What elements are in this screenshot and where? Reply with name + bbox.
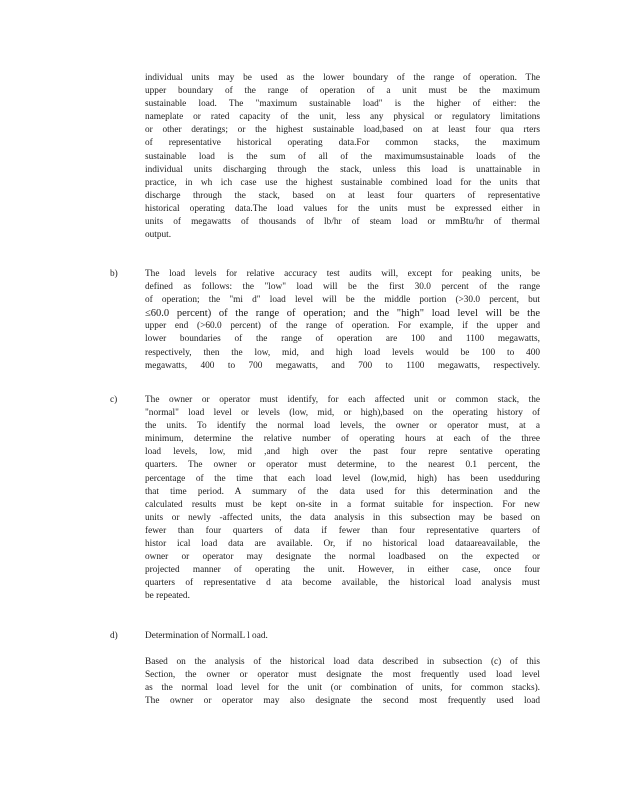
text-line: practice, in wh ich case use the highest sustainable combined load for the units that xyxy=(145,177,540,188)
text-line: output. xyxy=(145,230,172,241)
text-line: Section, the owner or operator must designate the most frequently used load level xyxy=(145,670,540,681)
text-line: defined as follows: the "low" load will be the first 30.0 percent of the range xyxy=(145,282,540,293)
text-line: nameplate or rated capacity of the unit, less any physical or regulatory limitations xyxy=(145,112,540,123)
text-line: percentage of the time that each load level (low,mid, high) has been usedduring xyxy=(145,473,540,484)
section-heading: Determination of NormalL l oad. xyxy=(145,631,268,641)
paragraph-d xyxy=(145,656,540,708)
text-line: load levels, low, mid ,and high over the past four repre sentative operating xyxy=(145,447,540,458)
text-line: ≤60.0 percent) of the range of operation; and the "high" load level will be the xyxy=(145,308,540,320)
text-line: quarters of representative d ata become available, the historical load analysis must xyxy=(145,578,540,589)
text-line: "normal" load level or levels (low, mid, or high),based on the operating history of xyxy=(145,408,540,419)
item-marker-b: b) xyxy=(110,269,118,279)
text-line: projected manner of operating the unit. However, in either case, once four xyxy=(145,565,540,576)
text-line: of operation; the "mi d" load level will be the middle portion (>30.0 percent, but xyxy=(145,295,540,306)
text-line: units or newly -affected units, the data analysis in this subsection may be based on xyxy=(145,512,540,523)
text-line: fewer than four quarters of data if fewer than four representative quarters of xyxy=(145,525,540,536)
text-line: individual units may be used as the lower boundary of the range of operation. The xyxy=(145,73,540,83)
text-line: or other deratings; or the highest sustainable load,based on at least four qua rters xyxy=(145,125,540,136)
text-line: discharge through the stack, based on at least four quarters of representative xyxy=(145,190,540,201)
text-line: respectively, then the low, mid, and high load levels would be 100 to 400 xyxy=(145,347,540,358)
text-line: sustainable load. The "maximum sustainable load" is the higher of either: the xyxy=(145,99,540,110)
text-line: minimum, determine the relative number of operating hours at each of the three xyxy=(145,434,540,445)
text-line: histor ical load data are available. Or, if no historical load dataareavailable, the xyxy=(145,539,540,550)
text-line: be repeated. xyxy=(145,591,190,602)
text-line: units of megawatts of thousands of lb/hr of steam load or mmBtu/hr of thermal xyxy=(145,217,540,228)
text-line: that time period. A summary of the data used for this determination and the xyxy=(145,486,540,497)
text-line: calculated results must be kept on-site in a format suitable for inspection. For new xyxy=(145,499,540,510)
item-marker-c: c) xyxy=(110,395,118,405)
paragraph-b xyxy=(145,268,540,373)
text-line: The owner or operator may also designate the second most frequently used load xyxy=(145,696,540,707)
text-line: The load levels for relative accuracy test audits will, except for peaking units, be xyxy=(145,269,540,279)
text-line: The owner or operator must identify, for each affected unit or common stack, the xyxy=(145,395,540,405)
text-line: individual units discharging through the stack, unless this load is unattainable in xyxy=(145,164,540,175)
text-line: lower boundaries of the range of operation are 100 and 1100 megawatts, xyxy=(145,334,540,345)
text-line: owner or operator may designate the normal loadbased on the expected or xyxy=(145,552,540,563)
text-line: megawatts, 400 to 700 megawatts, and 700 to 1100 megawatts, respectively. xyxy=(145,360,540,371)
text-line: upper boundary of the range of operation of a unit must be the maximum xyxy=(145,86,540,97)
item-marker-d: d) xyxy=(110,631,118,641)
text-line: historical operating data.The load values for the units must be expressed either in xyxy=(145,203,540,214)
paragraph-d-heading xyxy=(145,630,540,643)
text-line: as the normal load level for the unit (or combination of units, for common stacks). xyxy=(145,683,540,694)
text-line: the units. To identify the normal load levels, the owner or operator must, at a xyxy=(145,421,540,432)
text-line: quarters. The owner or operator must determine, to the nearest 0.1 percent, the xyxy=(145,460,540,471)
text-line: upper end (>60.0 percent) of the range of operation. For example, if the upper and xyxy=(145,321,540,332)
text-line: sustainable load is the sum of all of the maximumsustainable loads of the xyxy=(145,151,540,162)
text-line: of representative historical operating data.For common stacks, the maximum xyxy=(145,138,540,149)
paragraph-c xyxy=(145,394,540,604)
paragraph-a-continuation xyxy=(145,72,540,242)
text-line: Based on the analysis of the historical load data described in subsection (c) of this xyxy=(145,657,540,667)
